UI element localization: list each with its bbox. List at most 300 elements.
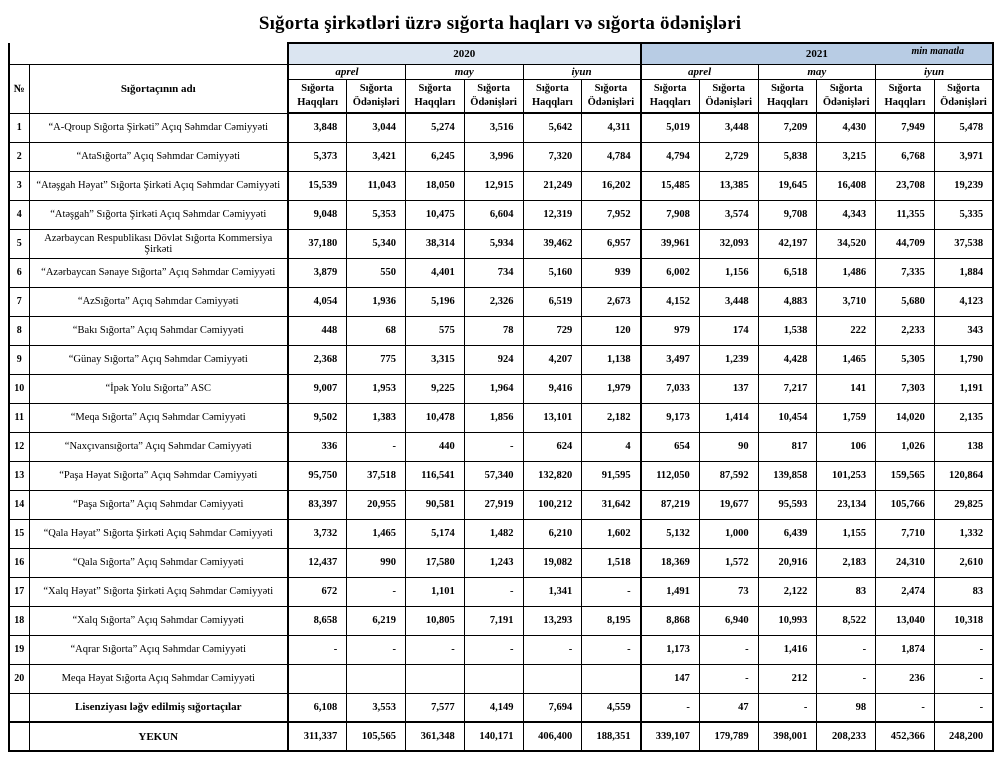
value-cell: - [347,432,406,461]
company-row [9,548,993,577]
value-cell: - [464,577,523,606]
company-row [9,490,993,519]
table-body [9,113,993,751]
company-row [9,258,993,287]
value-cell: 7,033 [641,374,700,403]
value-cell: 11,043 [347,171,406,200]
footer-row-label: Lisenziyası ləğv edilmiş sığortaçılar [29,693,288,722]
value-cell: 1,332 [934,519,993,548]
value-cell: 6,519 [523,287,582,316]
value-cell: 4,401 [406,258,465,287]
company-row [9,113,993,142]
value-cell: 1,538 [758,316,817,345]
value-cell: 2,368 [288,345,347,374]
value-cell: 3,879 [288,258,347,287]
value-cell: 6,219 [347,606,406,635]
month-header-2021-iyun: iyun [876,64,994,79]
value-cell: 18,369 [641,548,700,577]
value-cell: 5,335 [934,200,993,229]
company-name: “Günay Sığorta” Açıq Səhmdar Cəmiyyəti [29,345,288,374]
company-name: “Bakı Sığorta” Açıq Səhmdar Cəmiyyəti [29,316,288,345]
value-cell: 2,474 [876,577,935,606]
value-cell: 13,101 [523,403,582,432]
value-cell: 7,949 [876,113,935,142]
value-cell: 924 [464,345,523,374]
value-cell: 7,191 [464,606,523,635]
payment-header: Sığorta Ödənişləri [817,79,876,113]
company-name: “Azərbaycan Sənaye Sığorta” Açıq Səhmdar Cəmiyyəti [29,258,288,287]
row-number: 18 [9,606,29,635]
company-row [9,461,993,490]
value-cell: 440 [406,432,465,461]
value-cell: 7,577 [406,693,465,722]
value-cell: 729 [523,316,582,345]
value-cell: 90,581 [406,490,465,519]
value-cell: - [582,577,641,606]
value-cell: 73 [699,577,758,606]
value-cell: 1,383 [347,403,406,432]
value-cell: 1,465 [347,519,406,548]
value-cell: 3,848 [288,113,347,142]
value-cell: 4,428 [758,345,817,374]
value-cell: 179,789 [699,722,758,751]
value-cell: 37,518 [347,461,406,490]
value-cell: 575 [406,316,465,345]
cancelled-licenses-row [9,693,993,722]
value-cell: 4,149 [464,693,523,722]
value-cell: 87,592 [699,461,758,490]
value-cell: 20,916 [758,548,817,577]
total-row [9,722,993,751]
value-cell: 1,416 [758,635,817,664]
month-header-2021-may: may [758,64,876,79]
company-row [9,519,993,548]
company-name-column-header: Sığortaçının adı [29,64,288,113]
value-cell: 12,319 [523,200,582,229]
value-cell: 7,335 [876,258,935,287]
row-number: 12 [9,432,29,461]
company-name: “Meqa Sığorta” Açıq Səhmdar Cəmiyyəti [29,403,288,432]
month-row [9,64,993,79]
value-cell: 9,007 [288,374,347,403]
company-name: “Paşa Həyat Sığorta” Açıq Səhmdar Cəmiyyəti [29,461,288,490]
value-cell: 672 [288,577,347,606]
value-cell: 734 [464,258,523,287]
value-cell: 138 [934,432,993,461]
value-cell: 361,348 [406,722,465,751]
value-cell: 6,439 [758,519,817,548]
value-cell: 139,858 [758,461,817,490]
month-header-2020-aprel: aprel [288,64,406,79]
value-cell: 3,710 [817,287,876,316]
value-cell: 5,196 [406,287,465,316]
value-cell: - [464,635,523,664]
value-cell: 10,993 [758,606,817,635]
value-cell: 8,658 [288,606,347,635]
value-cell: 29,825 [934,490,993,519]
value-cell: 9,225 [406,374,465,403]
value-cell: 817 [758,432,817,461]
value-cell: 7,694 [523,693,582,722]
value-cell: 137 [699,374,758,403]
value-cell [406,664,465,693]
value-cell: 14,020 [876,403,935,432]
value-cell: 1,486 [817,258,876,287]
value-cell: 208,233 [817,722,876,751]
value-cell: 34,520 [817,229,876,258]
year-header-2020: 2020 [288,43,641,64]
value-cell: - [934,664,993,693]
row-number: 15 [9,519,29,548]
value-cell: 1,759 [817,403,876,432]
row-number: 3 [9,171,29,200]
value-cell: 21,249 [523,171,582,200]
value-cell: 2,182 [582,403,641,432]
row-number [9,693,29,722]
company-name: “Qala Həyat” Sığorta Şirkəti Açıq Səhmdar Cəmiyyəti [29,519,288,548]
row-number: 4 [9,200,29,229]
month-header-2021-aprel: aprel [641,64,759,79]
company-name: “AzSığorta” Açıq Səhmdar Cəmiyyəti [29,287,288,316]
value-cell: 236 [876,664,935,693]
value-cell: 1,156 [699,258,758,287]
value-cell: 10,454 [758,403,817,432]
value-cell: 1,243 [464,548,523,577]
value-cell: 5,174 [406,519,465,548]
value-cell: 19,082 [523,548,582,577]
value-cell: 13,293 [523,606,582,635]
value-cell: 452,366 [876,722,935,751]
value-cell: 6,940 [699,606,758,635]
value-cell: 1,138 [582,345,641,374]
row-number: 14 [9,490,29,519]
company-row [9,200,993,229]
premium-header: Sığorta Haqqları [758,79,817,113]
value-cell: 11,355 [876,200,935,229]
value-cell: 248,200 [934,722,993,751]
company-row [9,345,993,374]
value-cell: 95,750 [288,461,347,490]
row-number: 19 [9,635,29,664]
value-cell: 105,766 [876,490,935,519]
row-number: 20 [9,664,29,693]
value-cell: 3,516 [464,113,523,142]
value-cell: 57,340 [464,461,523,490]
value-cell: 7,209 [758,113,817,142]
value-cell: 16,408 [817,171,876,200]
value-cell: - [641,693,700,722]
row-number: 10 [9,374,29,403]
value-cell: 1,101 [406,577,465,606]
row-number: 2 [9,142,29,171]
value-cell: 4,152 [641,287,700,316]
value-cell: 2,610 [934,548,993,577]
payment-header: Sığorta Ödənişləri [582,79,641,113]
row-number [9,722,29,751]
value-cell: 39,462 [523,229,582,258]
value-cell: 120,864 [934,461,993,490]
value-cell: 550 [347,258,406,287]
month-header-2020-may: may [406,64,524,79]
company-name: “Atəşgah” Sığorta Şirkəti Açıq Səhmdar Cəmiyyəti [29,200,288,229]
value-cell: 8,195 [582,606,641,635]
value-cell: 1,482 [464,519,523,548]
insurance-table [8,42,994,752]
value-cell: 47 [699,693,758,722]
value-cell: 31,642 [582,490,641,519]
value-cell: 311,337 [288,722,347,751]
value-cell: 37,180 [288,229,347,258]
value-cell: 10,805 [406,606,465,635]
value-cell: 1,964 [464,374,523,403]
row-number: 17 [9,577,29,606]
row-number: 6 [9,258,29,287]
value-cell: - [347,635,406,664]
value-cell: - [699,664,758,693]
company-name: “Atəşgah Həyat” Sığorta Şirkəti Açıq Səhmdar Cəmiyyəti [29,171,288,200]
value-cell: 174 [699,316,758,345]
value-cell: 5,340 [347,229,406,258]
company-row [9,171,993,200]
company-name: “A-Qroup Sığorta Şirkəti” Açıq Səhmdar Cəmiyyəti [29,113,288,142]
value-cell: 78 [464,316,523,345]
value-cell: 16,202 [582,171,641,200]
value-cell: - [817,664,876,693]
company-name: “Paşa Sığorta” Açıq Səhmdar Cəmiyyəti [29,490,288,519]
table-header [9,43,993,113]
value-cell: 339,107 [641,722,700,751]
premium-header: Sığorta Haqqları [406,79,465,113]
value-cell: 20,955 [347,490,406,519]
value-cell: 13,385 [699,171,758,200]
value-cell: 6,245 [406,142,465,171]
value-cell: 3,971 [934,142,993,171]
value-cell: 13,040 [876,606,935,635]
value-cell: 7,952 [582,200,641,229]
value-cell: 775 [347,345,406,374]
value-cell: 1,874 [876,635,935,664]
value-cell: 12,915 [464,171,523,200]
row-number: 9 [9,345,29,374]
value-cell: 343 [934,316,993,345]
value-cell: 91,595 [582,461,641,490]
value-cell: 98 [817,693,876,722]
value-cell: 17,580 [406,548,465,577]
value-cell: 5,160 [523,258,582,287]
payment-header: Sığorta Ödənişləri [347,79,406,113]
company-row [9,229,993,258]
value-cell: 101,253 [817,461,876,490]
premium-header: Sığorta Haqqları [288,79,347,113]
footer-row-label: YEKUN [29,722,288,751]
value-cell: 19,645 [758,171,817,200]
value-cell: - [876,693,935,722]
value-cell: 3,044 [347,113,406,142]
value-cell: 83 [934,577,993,606]
value-cell: 141 [817,374,876,403]
value-cell: 212 [758,664,817,693]
value-cell: 4,343 [817,200,876,229]
value-cell: 4,311 [582,113,641,142]
value-cell: 398,001 [758,722,817,751]
value-cell: 12,437 [288,548,347,577]
value-cell: 105,565 [347,722,406,751]
value-cell: 3,497 [641,345,700,374]
value-cell: 1,856 [464,403,523,432]
premium-header: Sığorta Haqqları [523,79,582,113]
value-cell: 9,048 [288,200,347,229]
year-row [9,43,993,64]
value-cell: 336 [288,432,347,461]
value-cell: 112,050 [641,461,700,490]
value-cell: 6,957 [582,229,641,258]
value-cell: 19,239 [934,171,993,200]
value-cell: 4,883 [758,287,817,316]
value-cell: 95,593 [758,490,817,519]
company-row [9,403,993,432]
company-row [9,577,993,606]
value-cell: - [582,635,641,664]
value-cell: - [758,693,817,722]
value-cell: 222 [817,316,876,345]
value-cell: 6,518 [758,258,817,287]
row-number: 13 [9,461,29,490]
row-number: 5 [9,229,29,258]
value-cell: 5,373 [288,142,347,171]
row-number: 8 [9,316,29,345]
value-cell: 2,183 [817,548,876,577]
value-cell: - [523,635,582,664]
value-cell: 37,538 [934,229,993,258]
value-cell: 39,961 [641,229,700,258]
company-name: “Xalq Sığorta” Açıq Səhmdar Cəmiyyəti [29,606,288,635]
value-cell: - [288,635,347,664]
value-cell: 3,315 [406,345,465,374]
company-row [9,287,993,316]
value-cell: 1,884 [934,258,993,287]
value-cell: 5,680 [876,287,935,316]
value-cell: 4,207 [523,345,582,374]
value-cell: 1,191 [934,374,993,403]
value-cell: 4,054 [288,287,347,316]
value-cell: 5,019 [641,113,700,142]
value-cell: 5,478 [934,113,993,142]
company-name: “Naxçıvansığorta” Açıq Səhmdar Cəmiyyəti [29,432,288,461]
payment-header: Sığorta Ödənişləri [934,79,993,113]
value-cell: 2,135 [934,403,993,432]
value-cell: 7,710 [876,519,935,548]
year-header-2021: 2021 [641,43,994,64]
company-row [9,142,993,171]
row-number: 16 [9,548,29,577]
value-cell: 5,132 [641,519,700,548]
value-cell: 23,708 [876,171,935,200]
value-cell: 68 [347,316,406,345]
value-cell: 1,239 [699,345,758,374]
value-cell [523,664,582,693]
value-cell: 3,215 [817,142,876,171]
value-cell: - [934,635,993,664]
value-cell: 3,448 [699,113,758,142]
value-cell: 3,421 [347,142,406,171]
value-cell: 106 [817,432,876,461]
value-cell: 6,002 [641,258,700,287]
value-cell: 4,784 [582,142,641,171]
row-number: 11 [9,403,29,432]
value-cell: 7,908 [641,200,700,229]
value-cell: 83,397 [288,490,347,519]
value-cell: 3,996 [464,142,523,171]
value-cell: 1,026 [876,432,935,461]
month-header-2020-iyun: iyun [523,64,641,79]
value-cell: 15,485 [641,171,700,200]
value-cell: 7,303 [876,374,935,403]
value-cell: 7,217 [758,374,817,403]
value-cell: 5,274 [406,113,465,142]
value-cell: 15,539 [288,171,347,200]
row-number: 1 [9,113,29,142]
value-cell: 19,677 [699,490,758,519]
value-cell: 2,673 [582,287,641,316]
value-cell: 1,979 [582,374,641,403]
value-cell: 32,093 [699,229,758,258]
value-cell: 939 [582,258,641,287]
value-cell: 448 [288,316,347,345]
value-cell: 87,219 [641,490,700,519]
company-row [9,316,993,345]
value-cell: 1,790 [934,345,993,374]
value-cell: 2,326 [464,287,523,316]
value-cell: 83 [817,577,876,606]
company-name: “İpək Yolu Sığorta” ASC [29,374,288,403]
value-cell: 10,318 [934,606,993,635]
value-cell: 147 [641,664,700,693]
company-row [9,664,993,693]
value-cell: 1,155 [817,519,876,548]
value-cell: 44,709 [876,229,935,258]
value-cell: - [817,635,876,664]
header-corner [9,43,288,64]
value-cell: 654 [641,432,700,461]
value-cell: 6,108 [288,693,347,722]
company-name: “AtaSığorta” Açıq Səhmdar Cəmiyyəti [29,142,288,171]
value-cell: 5,934 [464,229,523,258]
unit-note: min manatla [911,46,964,57]
value-cell: 3,448 [699,287,758,316]
value-cell: 3,732 [288,519,347,548]
value-cell: 9,708 [758,200,817,229]
company-name: Azərbaycan Respublikası Dövlət Sığorta Kommersiya Şirkəti [29,229,288,258]
value-cell [464,664,523,693]
value-cell: 9,173 [641,403,700,432]
company-row [9,635,993,664]
company-name: “Aqrar Sığorta” Açıq Səhmdar Cəmiyyəti [29,635,288,664]
company-name: “Qala Sığorta” Açıq Səhmdar Cəmiyyəti [29,548,288,577]
value-cell: 9,502 [288,403,347,432]
row-number: 7 [9,287,29,316]
value-cell: - [699,635,758,664]
value-cell: 8,868 [641,606,700,635]
value-cell: 1,518 [582,548,641,577]
value-cell: 5,838 [758,142,817,171]
payment-header: Sığorta Ödənişləri [699,79,758,113]
value-cell: 6,768 [876,142,935,171]
value-cell: 979 [641,316,700,345]
value-cell [347,664,406,693]
value-cell: 90 [699,432,758,461]
value-cell [288,664,347,693]
value-cell: - [934,693,993,722]
